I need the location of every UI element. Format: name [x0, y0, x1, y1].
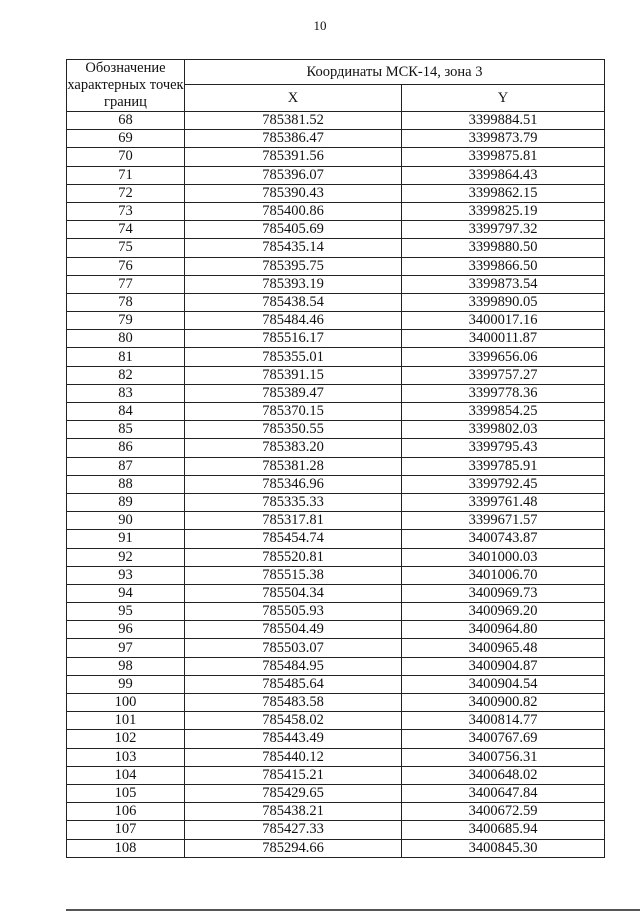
point-number-cell: 80 [67, 330, 185, 348]
point-number-cell: 75 [67, 239, 185, 257]
point-number-cell: 69 [67, 130, 185, 148]
point-number-cell: 104 [67, 766, 185, 784]
x-coordinate-cell: 785317.81 [185, 512, 402, 530]
y-coordinate-cell: 3400647.84 [402, 784, 605, 802]
table-row [67, 712, 605, 730]
y-coordinate-cell: 3400756.31 [402, 748, 605, 766]
y-coordinate-cell: 3399802.03 [402, 421, 605, 439]
x-coordinate-cell: 785391.15 [185, 366, 402, 384]
x-coordinate-cell: 785381.28 [185, 457, 402, 475]
y-coordinate-cell: 3400969.73 [402, 584, 605, 602]
point-number-cell: 77 [67, 275, 185, 293]
point-number-cell: 86 [67, 439, 185, 457]
table-row [67, 675, 605, 693]
table-row [67, 657, 605, 675]
point-number-cell: 73 [67, 202, 185, 220]
x-coordinate-cell: 785393.19 [185, 275, 402, 293]
x-coordinate-cell: 785381.52 [185, 112, 402, 130]
x-coordinate-cell: 785350.55 [185, 421, 402, 439]
header-point-designation: Обозначение характерных точек границ [67, 60, 184, 110]
y-coordinate-cell: 3400904.54 [402, 675, 605, 693]
table-row [67, 384, 605, 402]
table-row [67, 257, 605, 275]
x-coordinate-cell: 785438.21 [185, 803, 402, 821]
table-row [67, 530, 605, 548]
table-row [67, 493, 605, 511]
point-number-cell: 93 [67, 566, 185, 584]
x-coordinate-cell: 785504.49 [185, 621, 402, 639]
point-number-cell: 107 [67, 821, 185, 839]
point-number-cell: 90 [67, 512, 185, 530]
y-coordinate-cell: 3399880.50 [402, 239, 605, 257]
header-x: X [185, 85, 402, 112]
x-coordinate-cell: 785427.33 [185, 821, 402, 839]
x-coordinate-cell: 785400.86 [185, 202, 402, 220]
y-coordinate-cell: 3399862.15 [402, 184, 605, 202]
table-row [67, 603, 605, 621]
x-coordinate-cell: 785346.96 [185, 475, 402, 493]
x-coordinate-cell: 785520.81 [185, 548, 402, 566]
table-row [67, 239, 605, 257]
point-number-cell: 79 [67, 312, 185, 330]
point-number-cell: 91 [67, 530, 185, 548]
x-coordinate-cell: 785335.33 [185, 493, 402, 511]
y-coordinate-cell: 3400685.94 [402, 821, 605, 839]
y-coordinate-cell: 3399671.57 [402, 512, 605, 530]
point-number-cell: 105 [67, 784, 185, 802]
x-coordinate-cell: 785390.43 [185, 184, 402, 202]
point-number-cell: 84 [67, 403, 185, 421]
point-number-cell: 68 [67, 112, 185, 130]
table-row [67, 475, 605, 493]
y-coordinate-cell: 3400767.69 [402, 730, 605, 748]
y-coordinate-cell: 3399873.79 [402, 130, 605, 148]
point-number-cell: 85 [67, 421, 185, 439]
y-coordinate-cell: 3400965.48 [402, 639, 605, 657]
point-number-cell: 101 [67, 712, 185, 730]
y-coordinate-cell: 3399875.81 [402, 148, 605, 166]
header-y: Y [402, 85, 605, 112]
y-coordinate-cell: 3399854.25 [402, 403, 605, 421]
x-coordinate-cell: 785395.75 [185, 257, 402, 275]
table-row [67, 421, 605, 439]
x-coordinate-cell: 785484.46 [185, 312, 402, 330]
x-coordinate-cell: 785435.14 [185, 239, 402, 257]
y-coordinate-cell: 3399795.43 [402, 439, 605, 457]
header-coordinates: Координаты МСК-14, зона 3 [185, 60, 605, 85]
y-coordinate-cell: 3399797.32 [402, 221, 605, 239]
x-coordinate-cell: 785440.12 [185, 748, 402, 766]
y-coordinate-cell: 3399656.06 [402, 348, 605, 366]
table-row [67, 748, 605, 766]
table-row [67, 457, 605, 475]
coordinates-table [66, 59, 605, 858]
table-row [67, 221, 605, 239]
x-coordinate-cell: 785391.56 [185, 148, 402, 166]
point-number-cell: 71 [67, 166, 185, 184]
x-coordinate-cell: 785485.64 [185, 675, 402, 693]
x-coordinate-cell: 785386.47 [185, 130, 402, 148]
x-coordinate-cell: 785383.20 [185, 439, 402, 457]
y-coordinate-cell: 3400904.87 [402, 657, 605, 675]
table-row [67, 803, 605, 821]
point-number-cell: 99 [67, 675, 185, 693]
point-number-cell: 96 [67, 621, 185, 639]
point-number-cell: 82 [67, 366, 185, 384]
y-coordinate-cell: 3400900.82 [402, 694, 605, 712]
y-coordinate-cell: 3400011.87 [402, 330, 605, 348]
y-coordinate-cell: 3400964.80 [402, 621, 605, 639]
x-coordinate-cell: 785443.49 [185, 730, 402, 748]
x-coordinate-cell: 785458.02 [185, 712, 402, 730]
point-number-cell: 72 [67, 184, 185, 202]
table-row [67, 403, 605, 421]
x-coordinate-cell: 785396.07 [185, 166, 402, 184]
table-row [67, 821, 605, 839]
table-row [67, 275, 605, 293]
point-number-cell: 74 [67, 221, 185, 239]
point-number-cell: 92 [67, 548, 185, 566]
point-number-cell: 81 [67, 348, 185, 366]
y-coordinate-cell: 3399873.54 [402, 275, 605, 293]
table-row [67, 784, 605, 802]
point-number-cell: 95 [67, 603, 185, 621]
point-number-cell: 102 [67, 730, 185, 748]
table-row [67, 112, 605, 130]
x-coordinate-cell: 785503.07 [185, 639, 402, 657]
x-coordinate-cell: 785454.74 [185, 530, 402, 548]
table-row [67, 839, 605, 857]
point-number-cell: 83 [67, 384, 185, 402]
bottom-rule [66, 909, 640, 911]
table-row [67, 766, 605, 784]
y-coordinate-cell: 3399890.05 [402, 293, 605, 311]
y-coordinate-cell: 3400814.77 [402, 712, 605, 730]
y-coordinate-cell: 3400648.02 [402, 766, 605, 784]
point-number-cell: 103 [67, 748, 185, 766]
page-number: 10 [313, 18, 327, 33]
x-coordinate-cell: 785294.66 [185, 839, 402, 857]
table-row [67, 166, 605, 184]
table-row [67, 366, 605, 384]
y-coordinate-cell: 3399761.48 [402, 493, 605, 511]
x-coordinate-cell: 785429.65 [185, 784, 402, 802]
table-row [67, 439, 605, 457]
x-coordinate-cell: 785515.38 [185, 566, 402, 584]
point-number-cell: 100 [67, 694, 185, 712]
point-number-cell: 106 [67, 803, 185, 821]
y-coordinate-cell: 3399825.19 [402, 202, 605, 220]
table-row [67, 584, 605, 602]
point-number-cell: 87 [67, 457, 185, 475]
table-row [67, 148, 605, 166]
table-row [67, 730, 605, 748]
y-coordinate-cell: 3399757.27 [402, 366, 605, 384]
x-coordinate-cell: 785405.69 [185, 221, 402, 239]
table-row [67, 348, 605, 366]
table-row [67, 566, 605, 584]
x-coordinate-cell: 785483.58 [185, 694, 402, 712]
table-row [67, 312, 605, 330]
x-coordinate-cell: 785484.95 [185, 657, 402, 675]
table-row [67, 639, 605, 657]
point-number-cell: 88 [67, 475, 185, 493]
table-row [67, 184, 605, 202]
y-coordinate-cell: 3400845.30 [402, 839, 605, 857]
table-row [67, 548, 605, 566]
point-number-cell: 94 [67, 584, 185, 602]
y-coordinate-cell: 3399864.43 [402, 166, 605, 184]
y-coordinate-cell: 3399785.91 [402, 457, 605, 475]
x-coordinate-cell: 785505.93 [185, 603, 402, 621]
y-coordinate-cell: 3400017.16 [402, 312, 605, 330]
y-coordinate-cell: 3401000.03 [402, 548, 605, 566]
point-number-cell: 78 [67, 293, 185, 311]
point-number-cell: 89 [67, 493, 185, 511]
table-body [67, 112, 605, 858]
point-number-cell: 98 [67, 657, 185, 675]
x-coordinate-cell: 785370.15 [185, 403, 402, 421]
table-row [67, 512, 605, 530]
y-coordinate-cell: 3400672.59 [402, 803, 605, 821]
y-coordinate-cell: 3399866.50 [402, 257, 605, 275]
y-coordinate-cell: 3400969.20 [402, 603, 605, 621]
x-coordinate-cell: 785438.54 [185, 293, 402, 311]
y-coordinate-cell: 3399792.45 [402, 475, 605, 493]
x-coordinate-cell: 785504.34 [185, 584, 402, 602]
point-number-cell: 70 [67, 148, 185, 166]
x-coordinate-cell: 785389.47 [185, 384, 402, 402]
point-number-cell: 108 [67, 839, 185, 857]
y-coordinate-cell: 3399884.51 [402, 112, 605, 130]
y-coordinate-cell: 3401006.70 [402, 566, 605, 584]
y-coordinate-cell: 3399778.36 [402, 384, 605, 402]
table-row [67, 621, 605, 639]
x-coordinate-cell: 785355.01 [185, 348, 402, 366]
point-number-cell: 76 [67, 257, 185, 275]
table-row [67, 330, 605, 348]
point-number-cell: 97 [67, 639, 185, 657]
x-coordinate-cell: 785516.17 [185, 330, 402, 348]
table-row [67, 293, 605, 311]
table-row [67, 202, 605, 220]
table-row [67, 130, 605, 148]
y-coordinate-cell: 3400743.87 [402, 530, 605, 548]
table-row [67, 694, 605, 712]
x-coordinate-cell: 785415.21 [185, 766, 402, 784]
